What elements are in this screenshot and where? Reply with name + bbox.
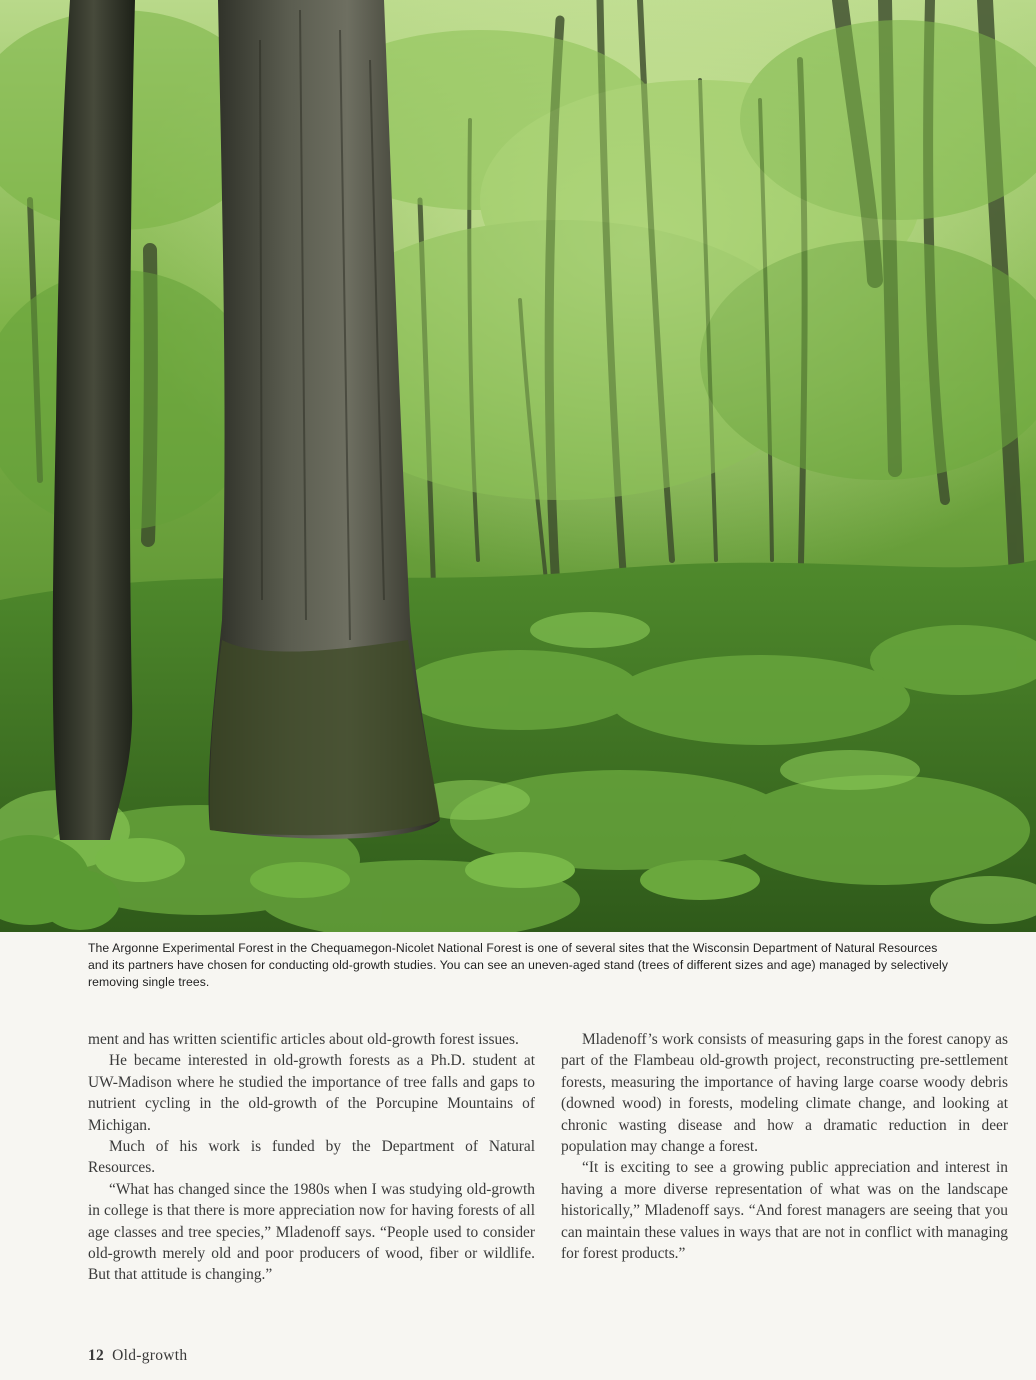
paragraph: Much of his work is funded by the Department of Natural Resources.	[88, 1138, 535, 1177]
page-number: 12	[88, 1347, 105, 1364]
article-right-column	[561, 1029, 1008, 1264]
paragraph: Mladenoff’s work consists of measuring gaps in the forest canopy as part of the Flambeau old-growth project, reconstructing pre-settlement forests, measuring the importance of having large coarse woody debris (downed wood) in forests, modeling climate change, and looking at chronic wasting disease and how a dramatic reduction in deer population may change a forest.	[561, 1031, 1008, 1156]
article-left-column	[88, 1029, 535, 1286]
section-name: Old-growth	[112, 1347, 188, 1364]
paragraph: “What has changed since the 1980s when I was studying old-growth in college is that there is more appreciation now for having forests of all age classes and tree species,” Mladenoff says. “People used to consider old-growth merely old and poor producers of wood, fiber or wildlife. But that attitude is changing.”	[88, 1180, 535, 1284]
paragraph: He became interested in old-growth forests as a Ph.D. student at UW-Madison where he studied the importance of tree falls and gaps to nutrient cycling in the old-growth of the Porcupine Mountains of Michigan.	[88, 1052, 535, 1134]
paragraph: ment and has written scientific articles about old-growth forest issues.	[88, 1031, 519, 1048]
paragraph: “It is exciting to see a growing public appreciation and interest in having a more diverse representation of what was on the landscape historically,” Mladenoff says. “And forest managers are seeing that you can maintain these values in ways that are not in conflict with managing for forest products.”	[561, 1159, 1008, 1263]
photo-caption: The Argonne Experimental Forest in the Chequamegon-Nicolet National Forest is one of several sites that the Wisconsin Department of Natural Resources and its partners have chosen for conducting old-growth studies. You can see an uneven-aged stand (trees of different sizes and age) managed by selectively removing single trees.	[88, 941, 949, 989]
page-folio	[88, 1347, 187, 1365]
